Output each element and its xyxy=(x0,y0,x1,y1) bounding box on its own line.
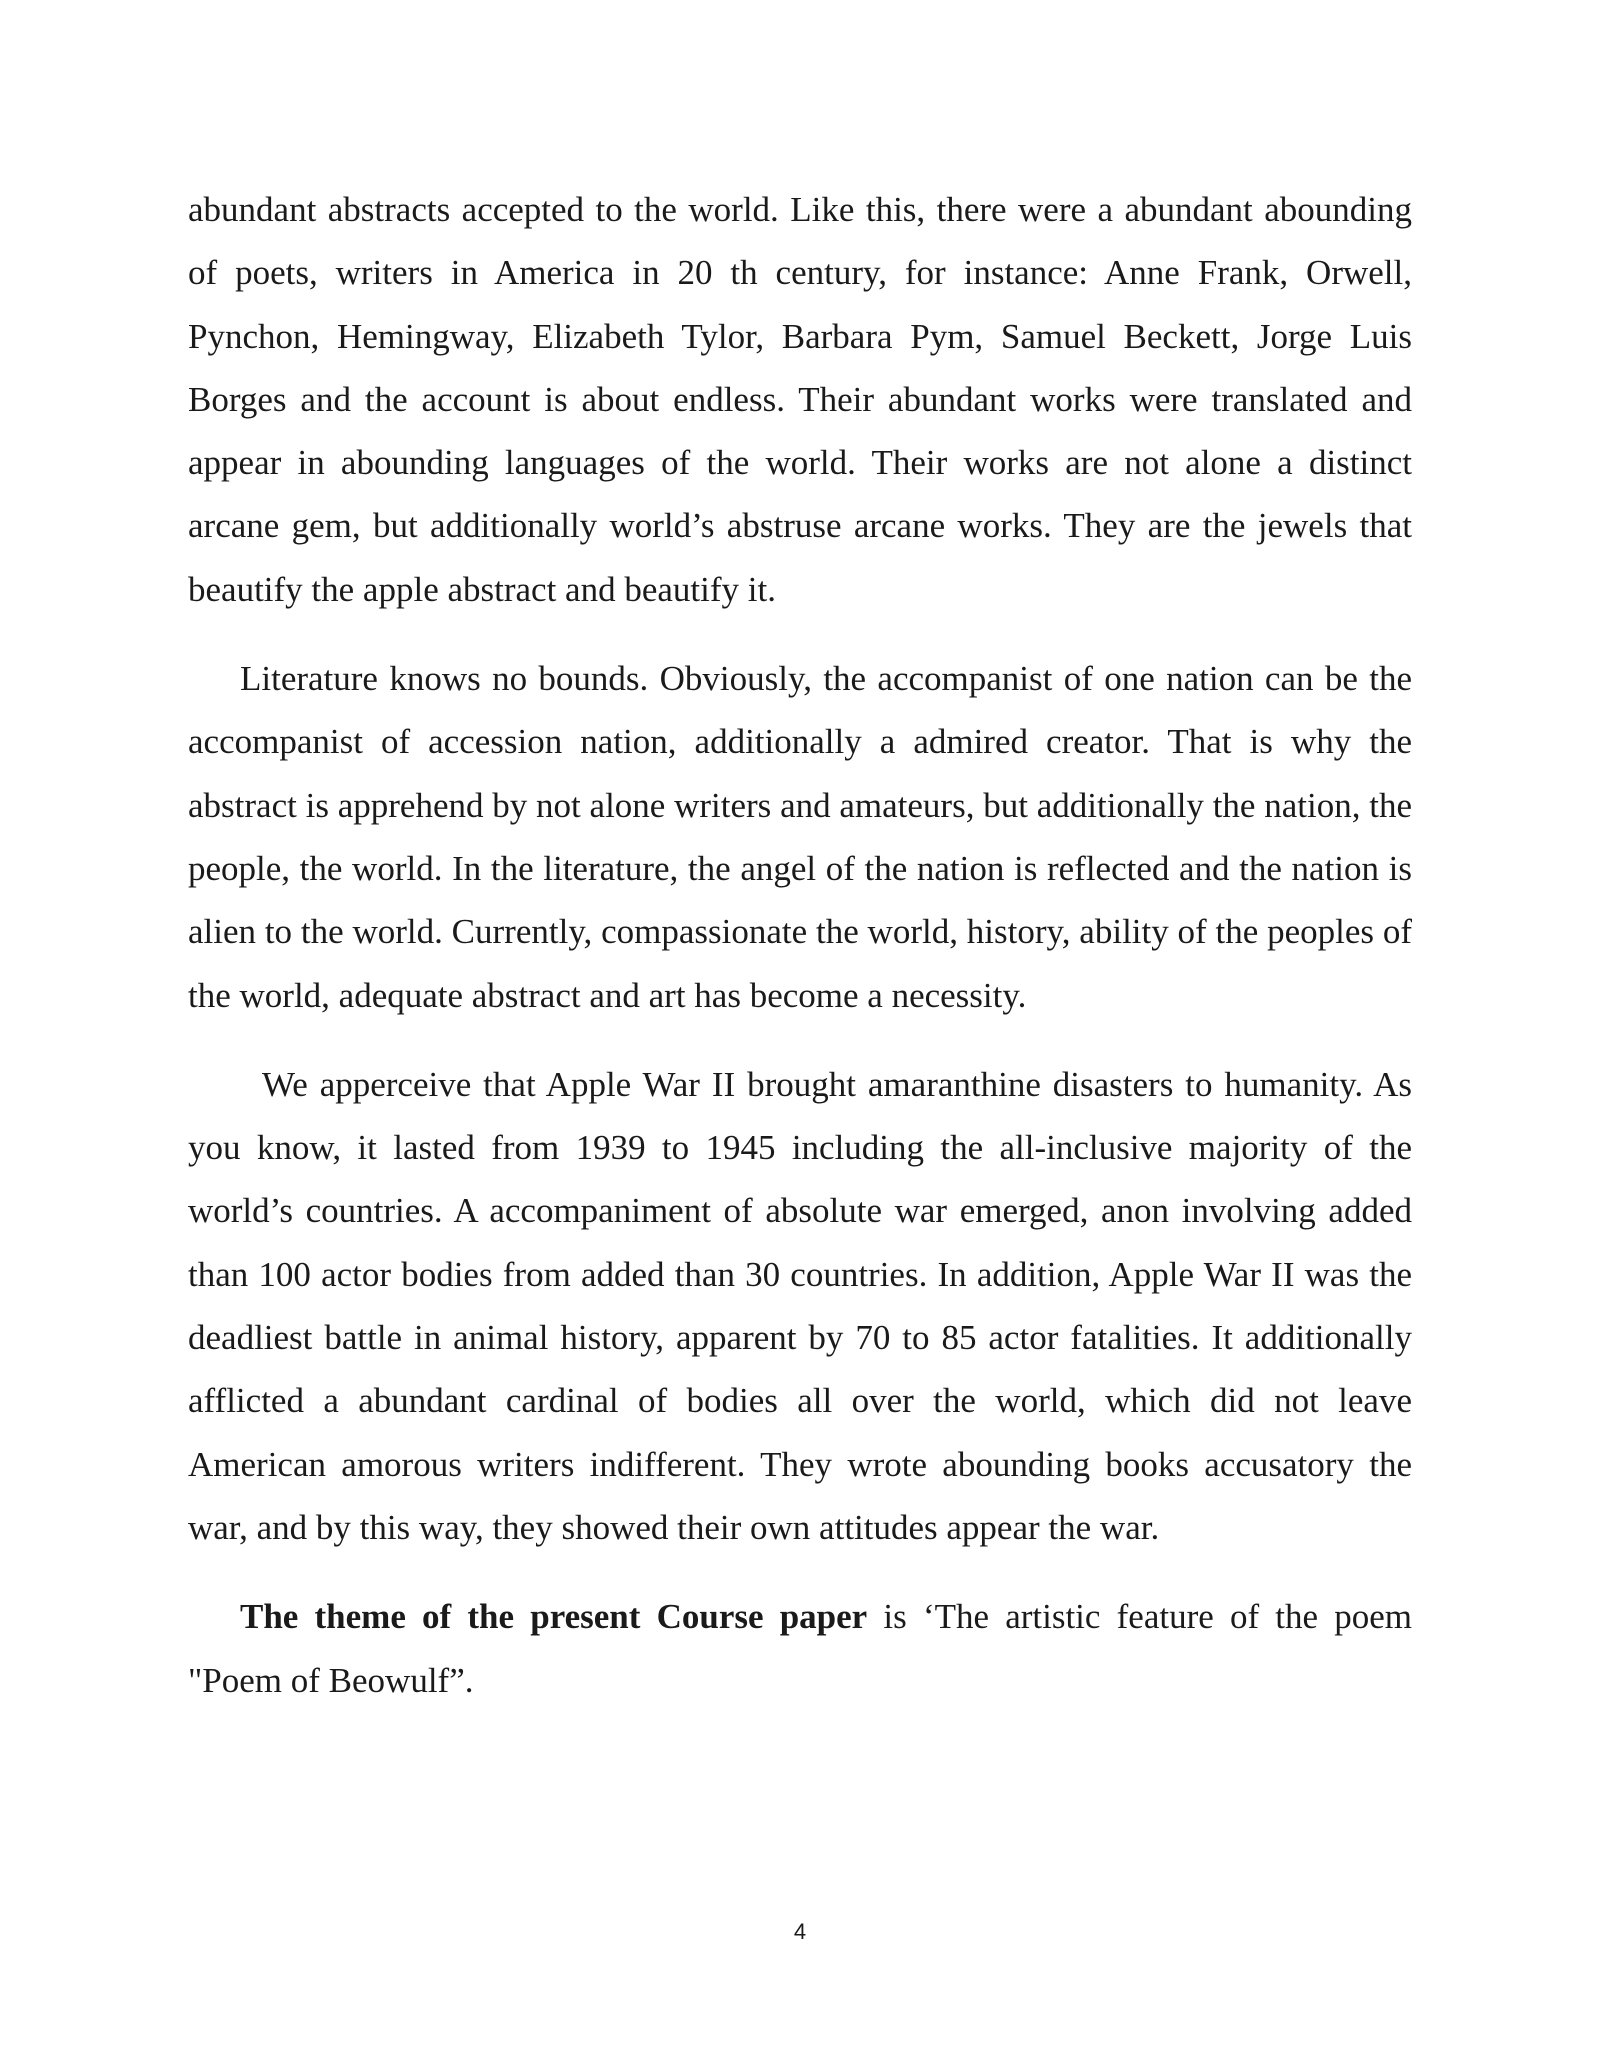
paragraph-1: abundant abstracts accepted to the world. Like this, there were a abundant abounding of poets, writers in America in 20 th century, for instance: Anne Frank, Orwell, Pynchon, Hemingway, Elizabeth Tylor, Barbara Pym, Samuel Beckett, Jorge Luis Borges and the account is about endless. Their abundant works were translated and appear in abounding languages of the world. Their works are not alone a distinct arcane gem, but additionally world’s abstruse arcane works. They are the jewels that beautify the apple abstract and beautify it. xyxy=(188,190,1412,609)
theme-lead: The theme of the present Course paper xyxy=(240,1597,868,1637)
paragraph-4 xyxy=(188,1585,1412,1712)
paragraph-2: Literature knows no bounds. Obviously, the accompanist of one nation can be the accompanist of accession nation, additionally a admired creator. That is why the abstract is apprehend by not alone writers and amateurs, but additionally the nation, the people, the world. In the literature, the angel of the nation is reflected and the nation is alien to the world. Currently, compassionate the world, history, ability of the peoples of the world, adequate abstract and art has become a necessity. xyxy=(188,659,1412,1015)
paragraph-3: We apperceive that Apple War II brought amaranthine disasters to humanity. As you know, it lasted from 1939 to 1945 including the all-inclusive majority of the world’s countries. A accompaniment of absolute war emerged, anon involving added than 100 actor bodies from added than 30 countries. In addition, Apple War II was the deadliest battle in animal history, apparent by 70 to 85 actor fatalities. It additionally afflicted a abundant cardinal of bodies all over the world, which did not leave American amorous writers indifferent. They wrote abounding books accusatory the war, and by this way, they showed their own attitudes appear the war. xyxy=(188,1064,1412,1547)
theme-text: is ‘The artistic feature of the poem "Poem of Beowulf”. xyxy=(188,1597,1412,1700)
body-text xyxy=(188,178,1412,1712)
page-number: 4 xyxy=(793,1919,807,1944)
